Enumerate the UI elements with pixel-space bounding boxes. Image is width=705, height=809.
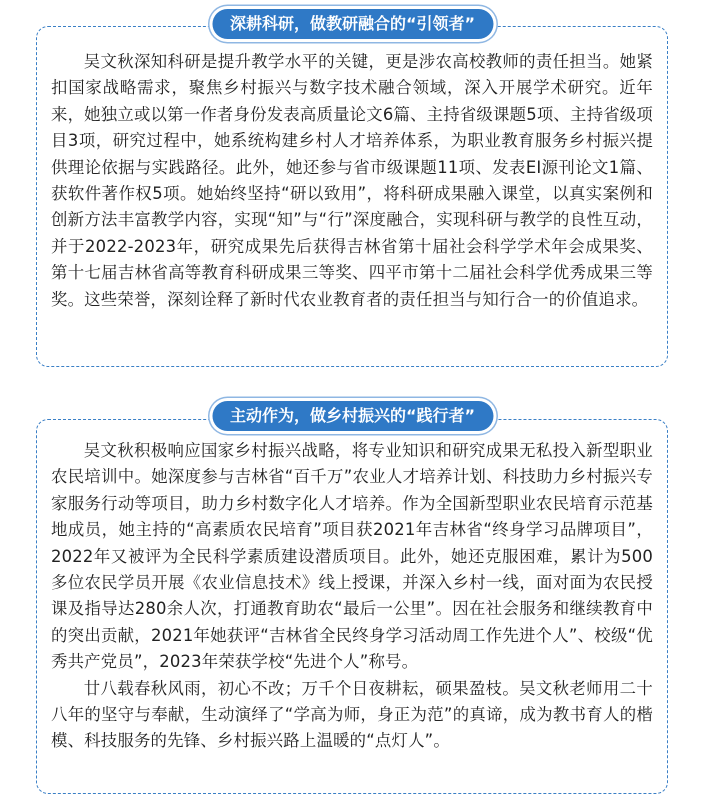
- research-section-title: 深耕科研，做教研融合的“引领者”: [212, 9, 493, 39]
- rural-revitalization-section-body: [51, 438, 653, 755]
- rural-revitalization-section-title: 主动作为，做乡村振兴的“践行者”: [212, 401, 493, 431]
- research-paragraph: 吴文秋深知科研是提升教学水平的关键，更是涉农高校教师的责任担当。她紧扣国家战略需求，聚焦乡村振兴与数字技术融合领域，深入开展学术研究。近年来，她独立或以第一作者身份发表高质量论文6篇、主持省级课题5项、主持省级项目3项，研究过程中，她系统构建乡村人才培养体系，为职业教育服务乡村振兴提供理论依据与实践路径。此外，她还参与省市级课题11项、发表EI源刊论文1篇、获软件著作权5项。她始终坚持“研以致用”，将科研成果融入课堂，以真实案例和创新方法丰富教学内容，实现“知”与“行”深度融合，实现科研与教学的良性互动，并于2022-2023年，研究成果先后获得吉林省第十届社会科学学术年会成果奖、第十七届吉林省高等教育科研成果三等奖、四平市第十二届社会科学优秀成果三等奖。这些荣誉，深刻诠释了新时代农业教育者的责任担当与知行合一的价值追求。: [51, 52, 653, 309]
- rural-revitalization-section: [36, 419, 668, 794]
- research-section-body: [51, 49, 653, 313]
- research-section: [36, 26, 668, 367]
- rural-paragraph-1: 吴文秋积极响应国家乡村振兴战略，将专业知识和研究成果无私投入新型职业农民培训中。她深度参与吉林省“百千万”农业人才培养计划、科技助力乡村振兴专家服务行动等项目，助力乡村数字化人才培养。作为全国新型职业农民培育示范基地成员，她主持的“高素质农民培育”项目获2021年吉林省“终身学习品牌项目”，2022年又被评为全民科学素质建设潜质项目。此外，她还克服困难，累计为500多位农民学员开展《农业信息技术》线上授课，并深入乡村一线，面对面为农民授课及指导达280余人次，打通教育助农“最后一公里”。因在社会服务和继续教育中的突出贡献，2021年她获评“吉林省全民终身学习活动周工作先进个人”、校级“优秀共产党员”，2023年荣获学校“先进个人”称号。: [51, 441, 653, 672]
- rural-paragraph-2: 廿八载春秋风雨，初心不改；万千个日夜耕耘，硕果盈枝。吴文秋老师用二十八年的坚守与奉献，生动演绎了“学高为师，身正为范”的真谛，成为教书育人的楷模、科技服务的先锋、乡村振兴路上温暖的“点灯人”。: [51, 678, 653, 751]
